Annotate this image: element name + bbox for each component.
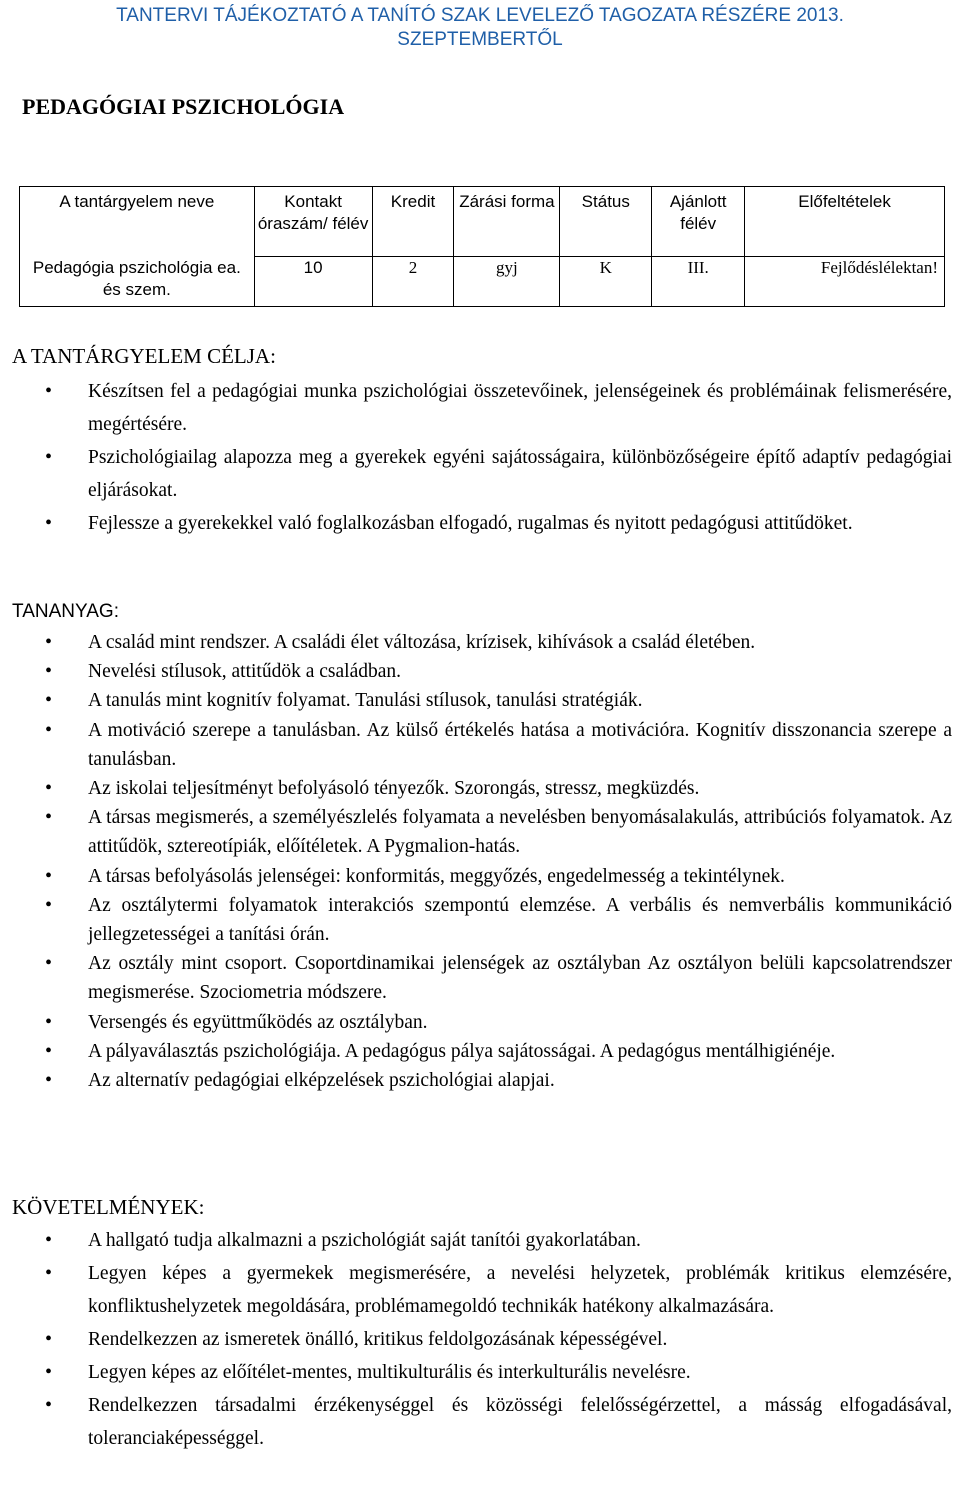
header-cell-status: Státus [560,187,652,257]
header-line-2: SZEPTEMBERTŐL [397,29,563,50]
list-item: • Legyen képes az előítélet-mentes, multikulturális és interkulturális nevelésre. [0,1356,952,1389]
list-item: • Pszichológiailag alapozza meg a gyerekek egyéni sajátosságaira, különbözőségeire építő adaptív pedagógiai eljárásokat. [0,441,952,507]
list-item: • A társas megismerés, a személyészlelés folyamata a nevelésben benyomásalakulás, attribúciós folyamatok. Az attitűdök, sztereotípiák, előítéletek. A Pygmalion-hatás. [0,803,952,861]
list-item: • Legyen képes a gyermekek megismerésére, a nevelési helyzetek, problémák kritikus elemzésére, konfliktushelyzetek megoldására, problémamegoldó technikák hatékony alkalmazására. [0,1257,952,1323]
table-row [20,257,945,307]
syllabus-heading: TANANYAG: [12,601,119,622]
header-cell-form: Zárási forma [454,187,560,257]
row-cell-prereq: Fejlődéslélektan! [745,257,945,307]
list-item: • A család mint rendszer. A családi élet változása, krízisek, kihívások a család életében. [0,628,952,657]
goals-heading: A TANTÁRGYELEM CÉLJA: [12,344,276,368]
list-item: • Az alternatív pedagógiai elképzelések pszichológiai alapjai. [0,1066,952,1095]
header-cell-name: A tantárgyelem neve [20,187,255,257]
header-cell-credit: Kredit [372,187,454,257]
row-cell-semester: III. [652,257,745,307]
list-item: • A pályaválasztás pszichológiája. A pedagógus pálya sajátosságai. A pedagógus mentálhigiénéje. [0,1037,952,1066]
row-cell-name: Pedagógia pszichológia ea. és szem. [20,257,255,307]
list-item: • Nevelési stílusok, attitűdök a családban. [0,657,952,686]
table-header-row [20,187,945,257]
list-item: • A hallgató tudja alkalmazni a pszichológiát saját tanítói gyakorlatában. [0,1224,952,1257]
list-item: • A társas befolyásolás jelenségei: konformitás, meggyőzés, engedelmesség a tekintélynek. [0,862,952,891]
list-item: • A motiváció szerepe a tanulásban. Az külső értékelés hatása a motivációra. Kognitív disszonancia szerepe a tanulásban. [0,716,952,774]
row-cell-credit: 2 [372,257,454,307]
header-line-1: TANTERVI TÁJÉKOZTATÓ A TANÍTÓ SZAK LEVELEZŐ TAGOZATA RÉSZÉRE 2013. [116,5,844,26]
list-item: • Az osztálytermi folyamatok interakciós szempontú elemzése. A verbális és nemverbális kommunikáció jellegzetességei a tanítási órán. [0,891,952,949]
list-item: • A tanulás mint kognitív folyamat. Tanulási stílusok, tanulási stratégiák. [0,686,952,715]
row-cell-status: K [560,257,652,307]
goals-list [0,375,952,540]
list-item: • Rendelkezzen társadalmi érzékenységgel és közösségi felelősségérzettel, a másság elfogadásával, toleranciaképességgel. [0,1389,952,1455]
syllabus-list [0,628,952,1095]
requirements-list [0,1224,952,1455]
page-header [0,4,960,52]
header-cell-semester: Ajánlott félév [652,187,745,257]
list-item: • Az iskolai teljesítményt befolyásoló tényezők. Szorongás, stressz, megküzdés. [0,774,952,803]
list-item: • Versengés és együttműködés az osztályban. [0,1008,952,1037]
header-cell-hours: Kontakt óraszám/ félév [254,187,372,257]
list-item: • Fejlessze a gyerekekkel való foglalkozásban elfogadó, rugalmas és nyitott pedagógusi attitűdöket. [0,507,952,540]
requirements-heading: KÖVETELMÉNYEK: [12,1195,205,1219]
course-info-table [19,186,945,307]
row-cell-hours: 10 [254,257,372,307]
list-item: • Az osztály mint csoport. Csoportdinamikai jelenségek az osztályban Az osztályon belüli kapcsolatrendszer megismerése. Szociometria módszere. [0,949,952,1007]
list-item: • Készítsen fel a pedagógiai munka pszichológiai összetevőinek, jelenségeinek és problémáinak felismerésére, megértésére. [0,375,952,441]
document-title: PEDAGÓGIAI PSZICHOLÓGIA [22,94,345,119]
list-item: • Rendelkezzen az ismeretek önálló, kritikus feldolgozásának képességével. [0,1323,952,1356]
row-cell-form: gyj [454,257,560,307]
header-cell-prereq: Előfeltételek [745,187,945,257]
